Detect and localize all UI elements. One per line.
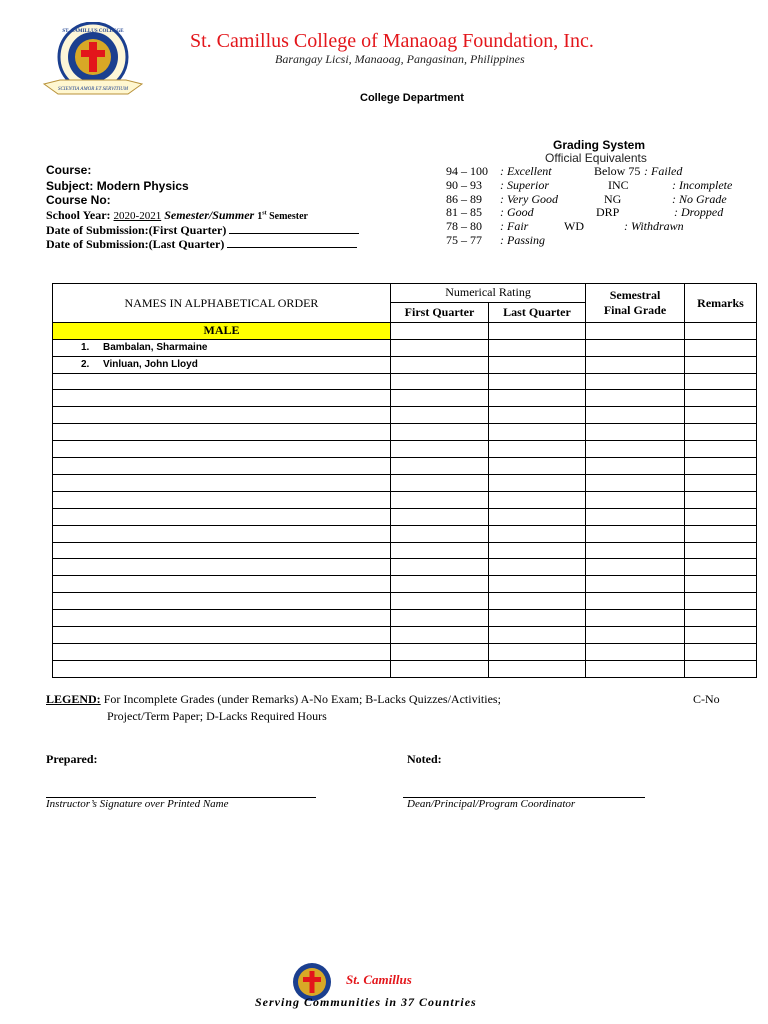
prepared-label: Prepared: xyxy=(46,752,98,766)
grading-desc: : Superior xyxy=(500,177,549,192)
remarks-header: Remarks xyxy=(685,284,757,323)
svg-text:SCIENTIA AMOR ET SERVITIUM: SCIENTIA AMOR ET SERVITIUM xyxy=(57,87,129,92)
grade-cell xyxy=(391,407,489,424)
grade-cell xyxy=(391,525,489,542)
student-name-cell xyxy=(53,542,391,559)
grade-cell xyxy=(685,491,757,508)
grade-cell xyxy=(391,356,489,373)
last-quarter-submission-line xyxy=(227,237,357,248)
section-male-label: MALE xyxy=(53,323,391,340)
last-quarter-submission-row xyxy=(46,237,357,252)
table-row xyxy=(53,644,757,661)
grade-cell xyxy=(489,323,586,340)
subject-row xyxy=(46,179,189,193)
table-row xyxy=(53,576,757,593)
grade-cell xyxy=(685,390,757,407)
grade-cell xyxy=(586,610,685,627)
svg-text:ST. CAMILLUS COLLEGE: ST. CAMILLUS COLLEGE xyxy=(62,29,124,34)
student-name-cell xyxy=(53,525,391,542)
grade-cell xyxy=(489,627,586,644)
grade-cell xyxy=(586,474,685,491)
grade-cell xyxy=(489,559,586,576)
table-row xyxy=(53,508,757,525)
grading-range: 90 – 93 xyxy=(446,177,482,192)
grade-cell xyxy=(586,441,685,458)
grading-range: 86 – 89 xyxy=(446,191,482,206)
grading-code-desc: : Withdrawn xyxy=(624,219,684,234)
grade-cell xyxy=(489,491,586,508)
grading-system-subtitle: Official Equivalents xyxy=(545,151,647,165)
table-row xyxy=(53,390,757,407)
grade-cell xyxy=(489,542,586,559)
grading-desc: : Very Good xyxy=(500,191,558,206)
student-name-cell xyxy=(53,593,391,610)
grade-cell xyxy=(489,644,586,661)
student-name-cell xyxy=(53,424,391,441)
grade-cell xyxy=(685,458,757,475)
first-quarter-submission-row xyxy=(46,223,359,238)
student-name-cell xyxy=(53,458,391,475)
grade-cell xyxy=(391,559,489,576)
grade-cell xyxy=(586,542,685,559)
department-title: College Department xyxy=(360,92,464,104)
table-row xyxy=(53,542,757,559)
student-name-cell xyxy=(53,660,391,677)
institution-address: Barangay Licsi, Manaoag, Pangasinan, Philippines xyxy=(275,52,525,66)
grade-cell xyxy=(489,424,586,441)
grading-desc: : Passing xyxy=(500,233,545,247)
student-number: 2. xyxy=(81,359,90,371)
grade-cell xyxy=(586,559,685,576)
grade-cell xyxy=(391,373,489,390)
course-label: Course: xyxy=(46,163,92,177)
grade-cell xyxy=(489,458,586,475)
grade-cell xyxy=(685,424,757,441)
grade-cell xyxy=(391,491,489,508)
grade-cell xyxy=(489,441,586,458)
table-row xyxy=(53,458,757,475)
grading-code-desc: : Dropped xyxy=(674,205,724,220)
grading-code-desc: : No Grade xyxy=(672,191,727,206)
grade-cell xyxy=(489,525,586,542)
table-row xyxy=(53,373,757,390)
grade-cell xyxy=(685,644,757,661)
grade-cell xyxy=(685,441,757,458)
grade-cell xyxy=(586,627,685,644)
grade-cell xyxy=(391,542,489,559)
grade-cell xyxy=(391,508,489,525)
student-name-cell xyxy=(53,576,391,593)
student-name-cell xyxy=(53,627,391,644)
grade-cell xyxy=(685,373,757,390)
grade-cell xyxy=(586,576,685,593)
grade-cell xyxy=(391,644,489,661)
grade-cell xyxy=(685,610,757,627)
grade-cell xyxy=(586,458,685,475)
grade-cell xyxy=(685,508,757,525)
grade-cell xyxy=(586,644,685,661)
table-row xyxy=(53,407,757,424)
table-row xyxy=(53,474,757,491)
grading-range: 94 – 100 xyxy=(446,164,488,178)
table-row xyxy=(53,491,757,508)
grading-code: NG xyxy=(604,191,622,206)
grade-cell xyxy=(586,593,685,610)
college-seal-logo xyxy=(40,22,146,98)
student-name-cell xyxy=(53,474,391,491)
grade-cell xyxy=(586,491,685,508)
student-name-cell xyxy=(53,356,391,373)
semester-label: Semester/Summer xyxy=(164,208,255,222)
grading-code: WD xyxy=(564,219,584,234)
footer-tagline: Serving Communities in 37 Countries xyxy=(255,995,477,1009)
course-no-label: Course No: xyxy=(46,193,111,207)
grade-cell xyxy=(489,339,586,356)
legend xyxy=(46,692,501,707)
names-header: NAMES IN ALPHABETICAL ORDER xyxy=(53,284,391,323)
student-name-cell xyxy=(53,559,391,576)
last-quarter-header: Last Quarter xyxy=(489,302,586,323)
grade-table xyxy=(52,283,757,678)
student-number: 1. xyxy=(81,342,90,354)
grading-code: DRP xyxy=(596,205,620,220)
grade-cell xyxy=(586,660,685,677)
grade-cell xyxy=(586,525,685,542)
grade-cell xyxy=(685,323,757,340)
grade-cell xyxy=(489,390,586,407)
grade-cell xyxy=(586,339,685,356)
grade-cell xyxy=(391,660,489,677)
subject-label: Subject: xyxy=(46,179,94,193)
student-name-cell xyxy=(53,390,391,407)
grading-desc: : Excellent xyxy=(500,164,552,178)
grade-cell xyxy=(685,576,757,593)
grade-cell xyxy=(685,542,757,559)
grade-cell xyxy=(391,627,489,644)
grade-cell xyxy=(489,660,586,677)
student-name: Vinluan, John Lloyd xyxy=(103,359,198,371)
grade-cell xyxy=(685,660,757,677)
grading-range: 78 – 80 xyxy=(446,219,482,234)
grading-desc: : Good xyxy=(500,205,534,220)
numerical-rating-header: Numerical Rating xyxy=(391,284,586,303)
table-row xyxy=(53,593,757,610)
grade-cell xyxy=(391,593,489,610)
grade-cell xyxy=(391,339,489,356)
student-name-cell xyxy=(53,610,391,627)
student-name-cell xyxy=(53,441,391,458)
student-name-cell xyxy=(53,644,391,661)
grade-cell xyxy=(391,576,489,593)
student-name-cell xyxy=(53,339,391,356)
grade-cell xyxy=(586,390,685,407)
student-name-cell xyxy=(53,407,391,424)
legend-text-c: C-No xyxy=(693,692,720,706)
grade-cell xyxy=(391,390,489,407)
table-row xyxy=(53,559,757,576)
first-quarter-submission-line xyxy=(229,223,359,234)
grading-code: INC xyxy=(608,177,629,192)
noted-caption: Dean/Principal/Program Coordinator xyxy=(407,798,576,810)
table-row xyxy=(53,424,757,441)
last-quarter-submission-label: Date of Submission:(Last Quarter) xyxy=(46,237,225,251)
grade-cell xyxy=(685,356,757,373)
first-quarter-submission-label: Date of Submission:(First Quarter) xyxy=(46,223,227,237)
student-name-cell xyxy=(53,373,391,390)
grade-cell xyxy=(685,593,757,610)
prepared-caption: Instructor’s Signature over Printed Name xyxy=(46,798,229,810)
grade-cell xyxy=(391,323,489,340)
grading-code: Below 75 xyxy=(594,164,641,178)
student-name: Bambalan, Sharmaine xyxy=(103,342,208,354)
table-row xyxy=(53,525,757,542)
grade-cell xyxy=(489,593,586,610)
school-year-label: School Year: xyxy=(46,208,111,222)
grade-cell xyxy=(489,576,586,593)
grade-cell xyxy=(586,424,685,441)
section-row xyxy=(53,323,757,340)
table-row xyxy=(53,627,757,644)
subject-value: Modern Physics xyxy=(96,179,189,193)
grade-cell xyxy=(685,627,757,644)
grade-cell xyxy=(586,356,685,373)
semestral-final-grade-header: Semestral Final Grade xyxy=(586,284,685,323)
grade-cell xyxy=(586,373,685,390)
legend-text-line2: Project/Term Paper; D-Lacks Required Hours xyxy=(107,709,327,723)
grading-range: 75 – 77 xyxy=(446,233,482,247)
grade-cell xyxy=(489,610,586,627)
school-year-value: 2020-2021 xyxy=(113,210,162,222)
semester-value: 1st Semester xyxy=(257,210,308,222)
grade-cell xyxy=(489,474,586,491)
table-row xyxy=(53,339,757,356)
grade-cell xyxy=(391,441,489,458)
grade-cell xyxy=(685,559,757,576)
grade-cell xyxy=(685,407,757,424)
grade-cell xyxy=(391,458,489,475)
grade-cell xyxy=(586,508,685,525)
table-row xyxy=(53,441,757,458)
grading-code-desc: : Incomplete xyxy=(672,177,733,192)
legend-label: LEGEND: xyxy=(46,692,101,706)
student-name-cell xyxy=(53,491,391,508)
legend-text-line1: For Incomplete Grades (under Remarks) A-No Exam; B-Lacks Quizzes/Activities; xyxy=(103,692,501,706)
grade-cell xyxy=(685,474,757,491)
grade-cell xyxy=(489,508,586,525)
grading-code-desc: : Failed xyxy=(644,164,683,178)
institution-name: St. Camillus College of Manaoag Foundation, Inc. xyxy=(190,30,594,52)
grade-cell xyxy=(391,474,489,491)
grade-cell xyxy=(391,610,489,627)
footer-brand: St. Camillus xyxy=(346,972,412,987)
grade-cell xyxy=(489,407,586,424)
student-name-cell xyxy=(53,508,391,525)
noted-label: Noted: xyxy=(407,752,442,766)
grade-cell xyxy=(685,525,757,542)
grading-system-title: Grading System xyxy=(553,138,646,152)
first-quarter-header: First Quarter xyxy=(391,302,489,323)
grade-cell xyxy=(489,373,586,390)
grade-cell xyxy=(391,424,489,441)
grade-cell xyxy=(586,407,685,424)
table-row xyxy=(53,356,757,373)
grade-cell xyxy=(489,356,586,373)
grade-cell xyxy=(586,323,685,340)
grade-cell xyxy=(685,339,757,356)
table-row xyxy=(53,660,757,677)
grading-range: 81 – 85 xyxy=(446,205,482,220)
school-year-row xyxy=(46,208,308,223)
table-row xyxy=(53,610,757,627)
grading-desc: : Fair xyxy=(500,219,529,234)
